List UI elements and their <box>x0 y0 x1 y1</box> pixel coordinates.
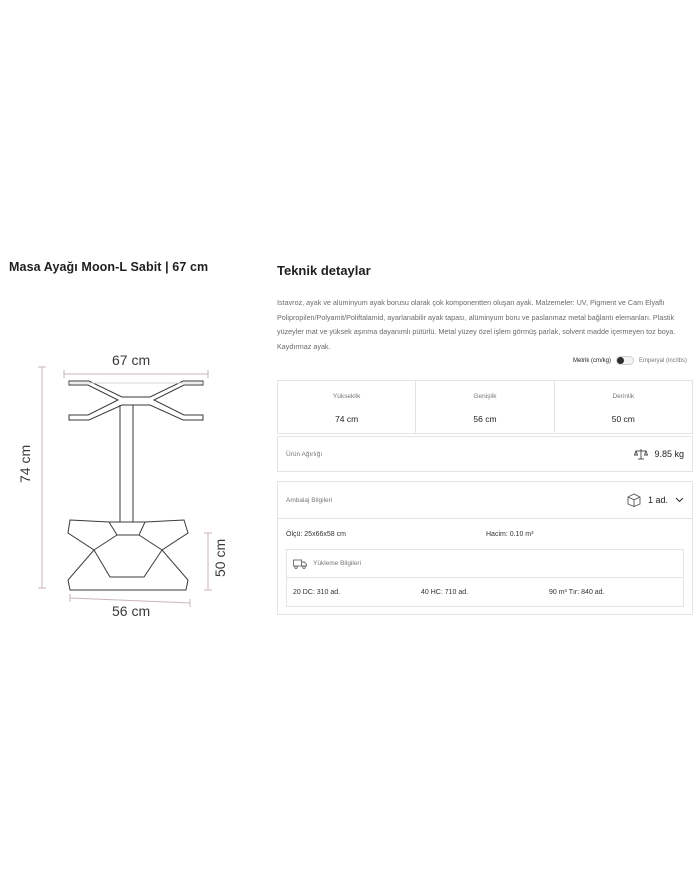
product-drawing <box>12 345 257 630</box>
dimension-depth <box>555 381 692 433</box>
unit-switch-knob <box>617 357 624 364</box>
chevron-down-icon[interactable] <box>675 497 684 503</box>
base-width-label: 56 cm <box>112 603 151 619</box>
loading-panel <box>286 549 684 607</box>
dimension-label: Derinlik <box>612 393 635 400</box>
loading-40hc: 40 HC: 710 ad. <box>421 588 469 596</box>
loading-20dc: 20 DC: 310 ad. <box>293 588 341 596</box>
dimension-value: 50 cm <box>611 414 635 424</box>
height-label: 74 cm <box>17 444 33 483</box>
dimension-height <box>278 381 416 433</box>
packaging-panel <box>277 481 693 615</box>
loading-label: Yükleme Bilgileri <box>313 560 362 567</box>
loading-truck: 90 m³ Tır: 840 ad. <box>549 588 605 596</box>
base-height-label: 50 cm <box>212 538 228 577</box>
weight-row <box>277 436 693 472</box>
product-title: Masa Ayağı Moon-L Sabit | 67 cm <box>9 260 209 274</box>
scale-icon <box>634 448 648 460</box>
packaging-label: Ambalaj Bilgileri <box>286 496 333 504</box>
base <box>68 520 188 590</box>
loading-values <box>287 578 683 606</box>
dimension-value: 56 cm <box>473 414 497 424</box>
truck-icon <box>293 559 307 569</box>
base-height-dimension <box>204 533 228 590</box>
dimension-value: 74 cm <box>335 414 359 424</box>
metric-label[interactable]: Metrik (cm/kg) <box>572 357 611 364</box>
weight-label: Ürün Ağırlığı <box>286 450 323 458</box>
packaging-count: 1 ad. <box>647 495 668 505</box>
height-dimension <box>17 367 46 588</box>
weight-info <box>634 448 684 460</box>
dimension-label: Genişlik <box>473 393 497 400</box>
dimension-label: Yükseklik <box>332 393 361 400</box>
width-label: 67 cm <box>112 352 151 368</box>
packaging-size: Ölçü: 25x66x58 cm <box>286 530 346 538</box>
packaging-volume: Hacim: 0.10 m³ <box>486 530 534 538</box>
column <box>120 405 133 522</box>
tech-title: Teknik detaylar <box>277 263 371 278</box>
weight-value: 9.85 kg <box>654 449 684 459</box>
imperial-label[interactable]: Emperyal (inc/lbs) <box>638 357 687 364</box>
loading-header <box>287 550 683 578</box>
packaging-summary <box>627 493 684 507</box>
width-dimension <box>64 352 208 378</box>
top-bracket <box>69 381 203 420</box>
base-width-dimension <box>70 594 190 619</box>
packaging-details <box>278 519 692 549</box>
unit-switch[interactable] <box>616 356 634 365</box>
dimensions-table <box>277 380 693 434</box>
tech-description: Istavroz, ayak ve alüminyum ayak borusu olarak çok komponentten oluşan ayak. Malzemeler: UV, Pigment ve Cam Elyaflı Polipropilen/Polyamit/Poliftalamid, ayarlanabilir ayak tapası, alüminyum boru ve paslanmaz metal bağlantı elemanları. Plastik yüzeyler mat ve yüksek aşınma dayanımlı pütürlü. Metal yüzey özel işlem görmüş parlak, solvent madde içermeyen toz boya. Kaydırmaz ayak. <box>277 298 676 351</box>
packaging-header[interactable] <box>278 482 692 519</box>
box-icon <box>627 493 641 507</box>
dimension-width <box>416 381 554 433</box>
unit-toggle[interactable] <box>573 356 687 365</box>
